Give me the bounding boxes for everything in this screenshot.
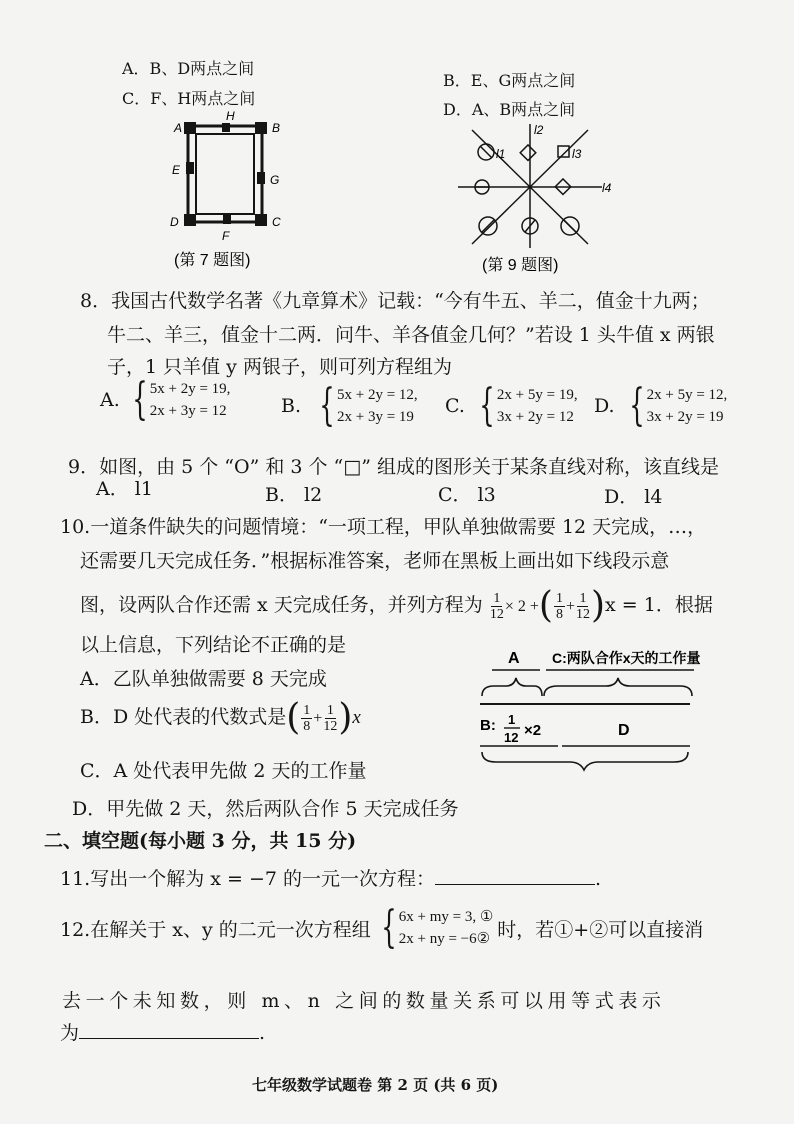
q7-marker-g [257, 172, 265, 184]
q8-option-b-label: B. [281, 395, 302, 417]
q7-option-c: C．F、H两点之间 [122, 89, 256, 108]
q8-b-eq1: 5x + 2y = 12, [337, 387, 418, 403]
q8-a-eq2: 2x + 3y = 12 [149, 403, 227, 419]
q10-option-c: C．A 处代表甲先做 2 天的工作量 [80, 760, 367, 782]
section-2-title: 二、填空题(每小题 3 分，共 15 分) [44, 830, 357, 852]
q11-end: . [595, 868, 602, 890]
q9-label-l4: l4 [602, 181, 612, 195]
q8-line-1: 8．我国古代数学名著《九章算术》记载：“今有牛五、羊二，值金十九两； [80, 290, 710, 312]
q7-marker-e [186, 162, 194, 174]
q10-option-d: D．甲先做 2 天，然后两队合作 5 天完成任务 [72, 798, 459, 820]
q10-line-4: 以上信息，下列结论不正确的是 [80, 634, 347, 656]
q10-diagram-b-num: 1 [508, 712, 516, 727]
q9-square-1 [520, 145, 536, 161]
q7-label-b: B [272, 121, 281, 135]
q11-answer-blank[interactable] [435, 884, 595, 885]
q7-label-e: E [172, 163, 181, 177]
page-footer: 七年级数学试题卷 第 2 页 (共 6 页) [252, 1076, 499, 1094]
q10-option-b-pre: B．D 处代表的代数式是 [80, 706, 287, 728]
q10-line-2: 还需要几天完成任务．”根据标准答案，老师在黑板上画出如下线段示意 [80, 550, 670, 572]
q7-label-f: F [222, 229, 230, 243]
q8-d-eq1: 2x + 5y = 12, [646, 387, 728, 403]
q9-label-l3: l3 [572, 147, 582, 161]
q9-circle-5-slash [564, 220, 576, 232]
q7-label-h: H [226, 110, 235, 123]
q7-corner-d [184, 214, 196, 226]
q8-option-b: B. { 5x + 2y = 12, 2x + 3y = 19 [281, 380, 418, 431]
q7-label-a: A [174, 121, 183, 135]
q7-option-a: A．B、D两点之间 [122, 59, 255, 78]
q9-label-l2: l2 [534, 123, 544, 137]
q7-corner-c [255, 214, 267, 226]
q8-b-eq2: 2x + 3y = 19 [337, 409, 414, 425]
q12-pre: 12.在解关于 x、y 的二元一次方程组 [60, 918, 371, 941]
q8-a-eq1: 5x + 2y = 19, [149, 381, 231, 397]
q7-option-b: B．E、G两点之间 [443, 71, 576, 90]
q12-post: 时，若①+②可以直接消 [497, 918, 704, 941]
q7-frame-outer [188, 126, 262, 222]
q10-diagram [474, 642, 774, 774]
q8-c-eq2: 3x + 2y = 12 [496, 409, 574, 425]
q7-frame-inner [196, 134, 254, 214]
q9-square-2 [558, 146, 569, 157]
q8-option-c-label: C. [445, 395, 465, 417]
q10-option-a: A．乙队单独做需要 8 天完成 [80, 668, 327, 690]
q12-line-3-text: 为 [60, 1022, 80, 1044]
q10-optb-frac1-num: 1 [303, 702, 311, 718]
q10-optb-frac2-num: 1 [326, 702, 334, 718]
q10-frac3-den: 12 [575, 606, 590, 622]
q7-caption: (第 7 题图) [174, 252, 251, 269]
q8-option-a: A. { 5x + 2y = 19, 2x + 3y = 12 [100, 374, 231, 425]
q8-option-d: D. { 2x + 5y = 12, 3x + 2y = 19 [594, 380, 728, 431]
q9-stem: 9．如图，由 5 个 “O” 和 3 个 “□” 组成的图形关于某条直线对称，该直线是 [68, 456, 719, 478]
q8-line-2: 牛二、羊三，值金十二两．问牛、羊各值金几何？”若设 1 头牛值 x 两银 [107, 324, 715, 346]
q7-label-d: D [170, 215, 179, 229]
q9-circle-3-slash [482, 220, 494, 232]
q10-diagram-label-b: B: [480, 717, 496, 734]
q10-diagram-brace-a [482, 678, 542, 696]
q10-line-3: 图，设两队合作还需 x 天完成任务，并列方程为 $\frac{1}{12}$ × 2 +( $\frac{1}{8}$ + $\frac{1}{12}$ )x = 1．根据 [80, 585, 713, 626]
q7-figure [164, 110, 294, 270]
q12-line-3 [60, 1018, 265, 1045]
q7-marker-f [223, 215, 231, 224]
q10-frac3-num: 1 [579, 590, 587, 606]
q10-diagram-label-c: C:两队合作x天的工作量 [552, 650, 701, 666]
q10-line-3-pre: 图，设两队合作还需 x 天完成任务，并列方程为 [80, 594, 483, 616]
q10-line-1: 10.一道条件缺失的问题情境：“一项工程，甲队单独做需要 12 天完成，…， [60, 516, 707, 538]
q7-label-g: G [270, 173, 280, 187]
q9-option-d: D． l4 [604, 486, 663, 508]
q10-eq-end: x = 1．根据 [605, 594, 713, 616]
q12-eq1: 6x + my = 3, ① [398, 909, 494, 925]
q9-caption: (第 9 题图) [482, 257, 559, 274]
q12-eq2: 2x + ny = −6② [398, 931, 491, 947]
q10-diagram-b-den: 12 [504, 730, 519, 745]
q10-frac1-num: 1 [493, 590, 501, 606]
q10-diagram-label-a: A [508, 650, 520, 667]
q12-line-2: 去一个未知数，则 m、n 之间的数量关系可以用等式表示 [62, 990, 666, 1012]
q10-frac2-den: 8 [555, 606, 563, 622]
q10-diagram-brace-bottom [482, 752, 688, 770]
q8-d-eq2: 3x + 2y = 19 [646, 409, 724, 425]
q12-line-1: 12.在解关于 x、y 的二元一次方程组 { 6x + my = 3, ① 2x + ny = −6② 时，若①+②可以直接消 [60, 902, 704, 953]
q10-option-b-x: x [352, 707, 361, 728]
q9-option-a: A． l1 [96, 478, 153, 500]
q10-eq-mid: × 2 + [504, 598, 539, 615]
q7-corner-b [255, 122, 267, 134]
q8-option-d-label: D. [594, 395, 615, 417]
q10-diagram-b-times: ×2 [524, 722, 542, 739]
q10-optb-frac2-den: 12 [323, 718, 338, 734]
q7-option-d: D．A、B两点之间 [443, 100, 576, 119]
q7-label-c: C [272, 215, 281, 229]
q10-frac2-num: 1 [555, 590, 563, 606]
q8-option-c: C. { 2x + 5y = 19, 3x + 2y = 12 [445, 380, 578, 431]
q8-line-3: 子，1 只羊值 y 两银子，则可列方程组为 [107, 356, 452, 378]
q10-diagram-brace-c [544, 678, 692, 696]
q11 [60, 864, 601, 891]
q10-frac1-den: 12 [489, 606, 504, 622]
q7-corner-a [184, 122, 196, 134]
q10-diagram-label-d: D [618, 722, 630, 739]
q11-text: 11.写出一个解为 x = −7 的一元一次方程： [60, 868, 436, 890]
q9-option-b: B． l2 [265, 484, 323, 506]
q8-c-eq1: 2x + 5y = 19, [496, 387, 578, 403]
q9-label-l1: l1 [496, 147, 506, 161]
q10-optb-frac1-den: 8 [303, 718, 311, 734]
q10-option-b: B．D 处代表的代数式是( $\frac{1}{8}$ + $\frac{1}{12}$ )x [80, 697, 361, 738]
q12-end: . [259, 1022, 266, 1044]
q7-marker-h [222, 123, 230, 132]
q9-figure [452, 118, 622, 278]
q9-option-c: C． l3 [438, 484, 496, 506]
q8-option-a-label: A. [100, 389, 120, 411]
q12-answer-blank[interactable] [79, 1038, 259, 1039]
